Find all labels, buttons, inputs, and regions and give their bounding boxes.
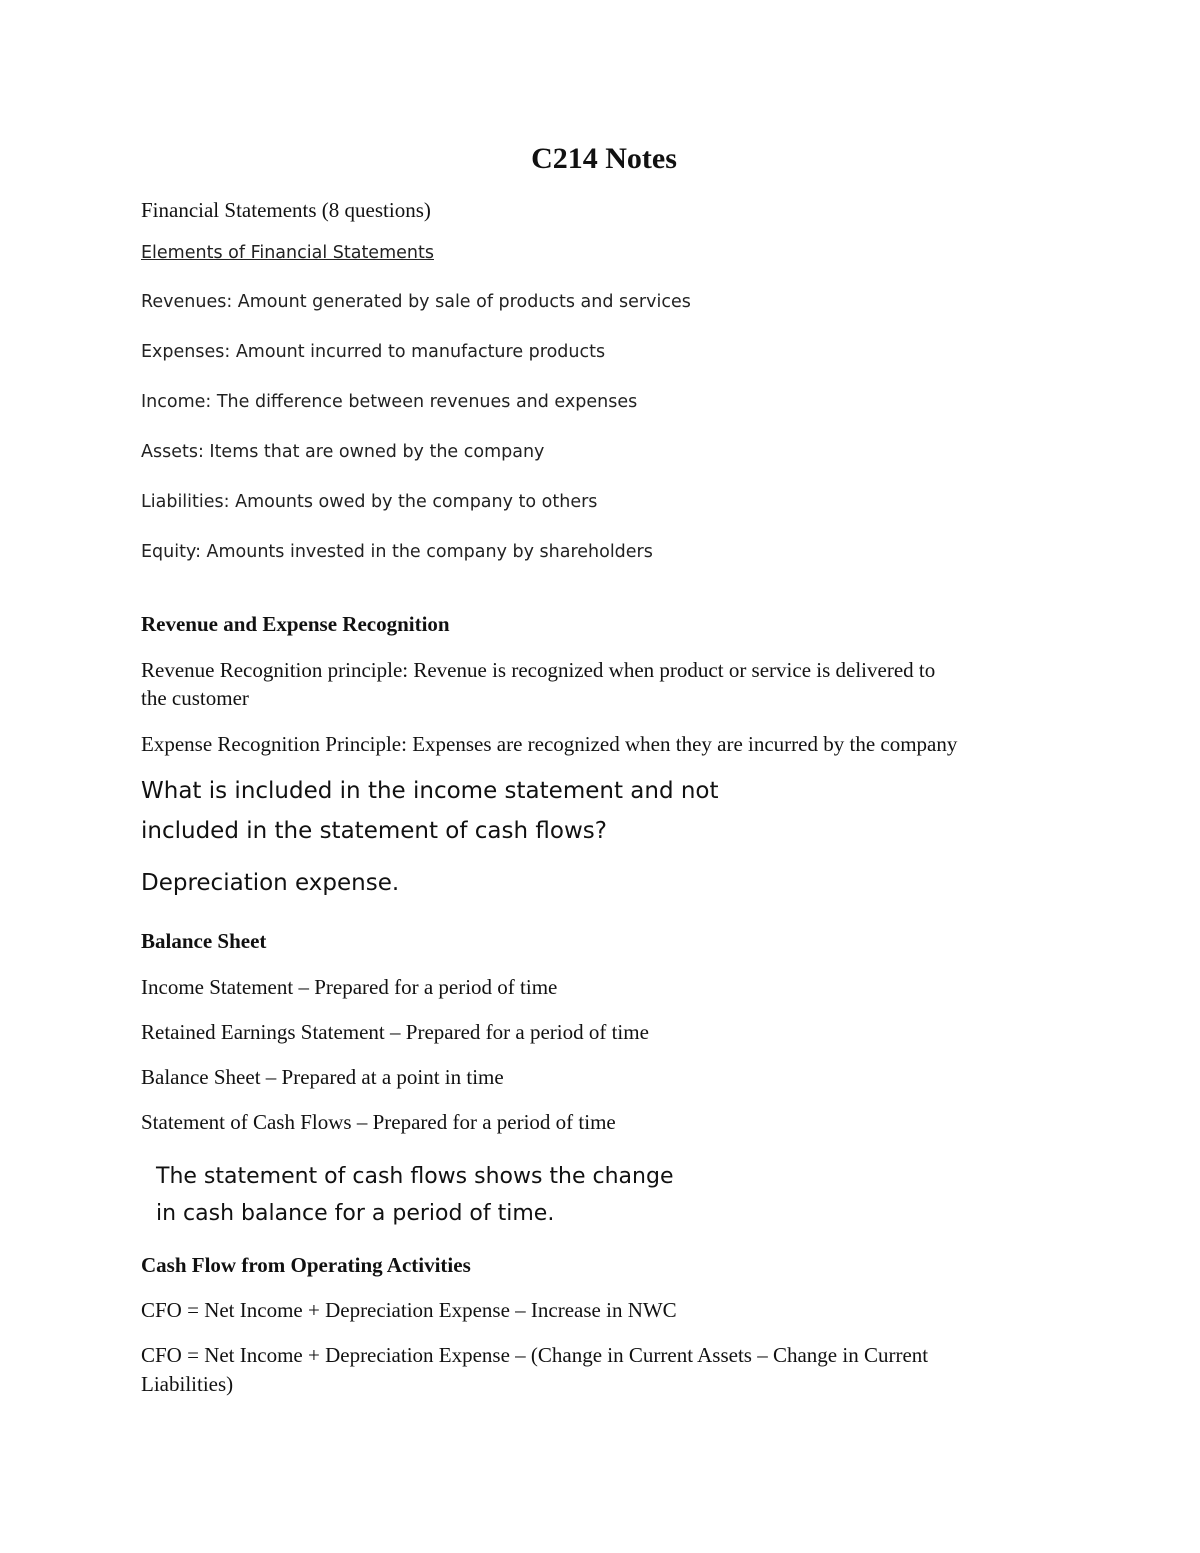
- balance-item-cash-flows: Statement of Cash Flows – Prepared for a period of time: [141, 1110, 616, 1134]
- element-liabilities: Liabilities: Amounts owed by the company to others: [141, 492, 598, 512]
- balance-heading: Balance Sheet: [141, 929, 267, 953]
- revenue-principle-line1: Revenue Recognition principle: Revenue is recognized when product or service is delivered to: [141, 658, 936, 682]
- cfo-formula-1: CFO = Net Income + Depreciation Expense – Increase in NWC: [141, 1298, 677, 1322]
- element-assets: Assets: Items that are owned by the company: [141, 442, 545, 462]
- element-income: Income: The difference between revenues and expenses: [141, 392, 638, 412]
- element-expenses: Expenses: Amount incurred to manufacture products: [141, 342, 606, 362]
- recognition-heading: Revenue and Expense Recognition: [141, 612, 450, 636]
- subtitle: Financial Statements (8 questions): [141, 198, 431, 222]
- balance-item-income-statement: Income Statement – Prepared for a period of time: [141, 975, 558, 999]
- expense-principle: Expense Recognition Principle: Expenses are recognized when they are incurred by the company: [141, 732, 958, 756]
- cfo-formula-2-line1: CFO = Net Income + Depreciation Expense – (Change in Current Assets – Change in Current: [141, 1343, 929, 1367]
- callout-question-line1: What is included in the income statement and not: [141, 778, 719, 804]
- callout-answer: Depreciation expense.: [141, 870, 400, 896]
- callout-cashflow-line2: in cash balance for a period of time.: [156, 1201, 555, 1226]
- balance-item-retained-earnings: Retained Earnings Statement – Prepared for a period of time: [141, 1020, 649, 1044]
- element-revenues: Revenues: Amount generated by sale of products and services: [141, 292, 691, 312]
- balance-item-balance-sheet: Balance Sheet – Prepared at a point in time: [141, 1065, 504, 1089]
- callout-question-line2: included in the statement of cash flows?: [141, 818, 607, 844]
- callout-cashflow-line1: The statement of cash flows shows the change: [156, 1164, 674, 1189]
- revenue-principle-line2: the customer: [141, 686, 249, 710]
- page-title: C214 Notes: [531, 142, 677, 175]
- cfo-formula-2-line2: Liabilities): [141, 1372, 234, 1396]
- elements-heading: Elements of Financial Statements: [141, 243, 434, 263]
- element-equity: Equity: Amounts invested in the company by shareholders: [141, 542, 653, 562]
- cfo-heading: Cash Flow from Operating Activities: [141, 1253, 471, 1277]
